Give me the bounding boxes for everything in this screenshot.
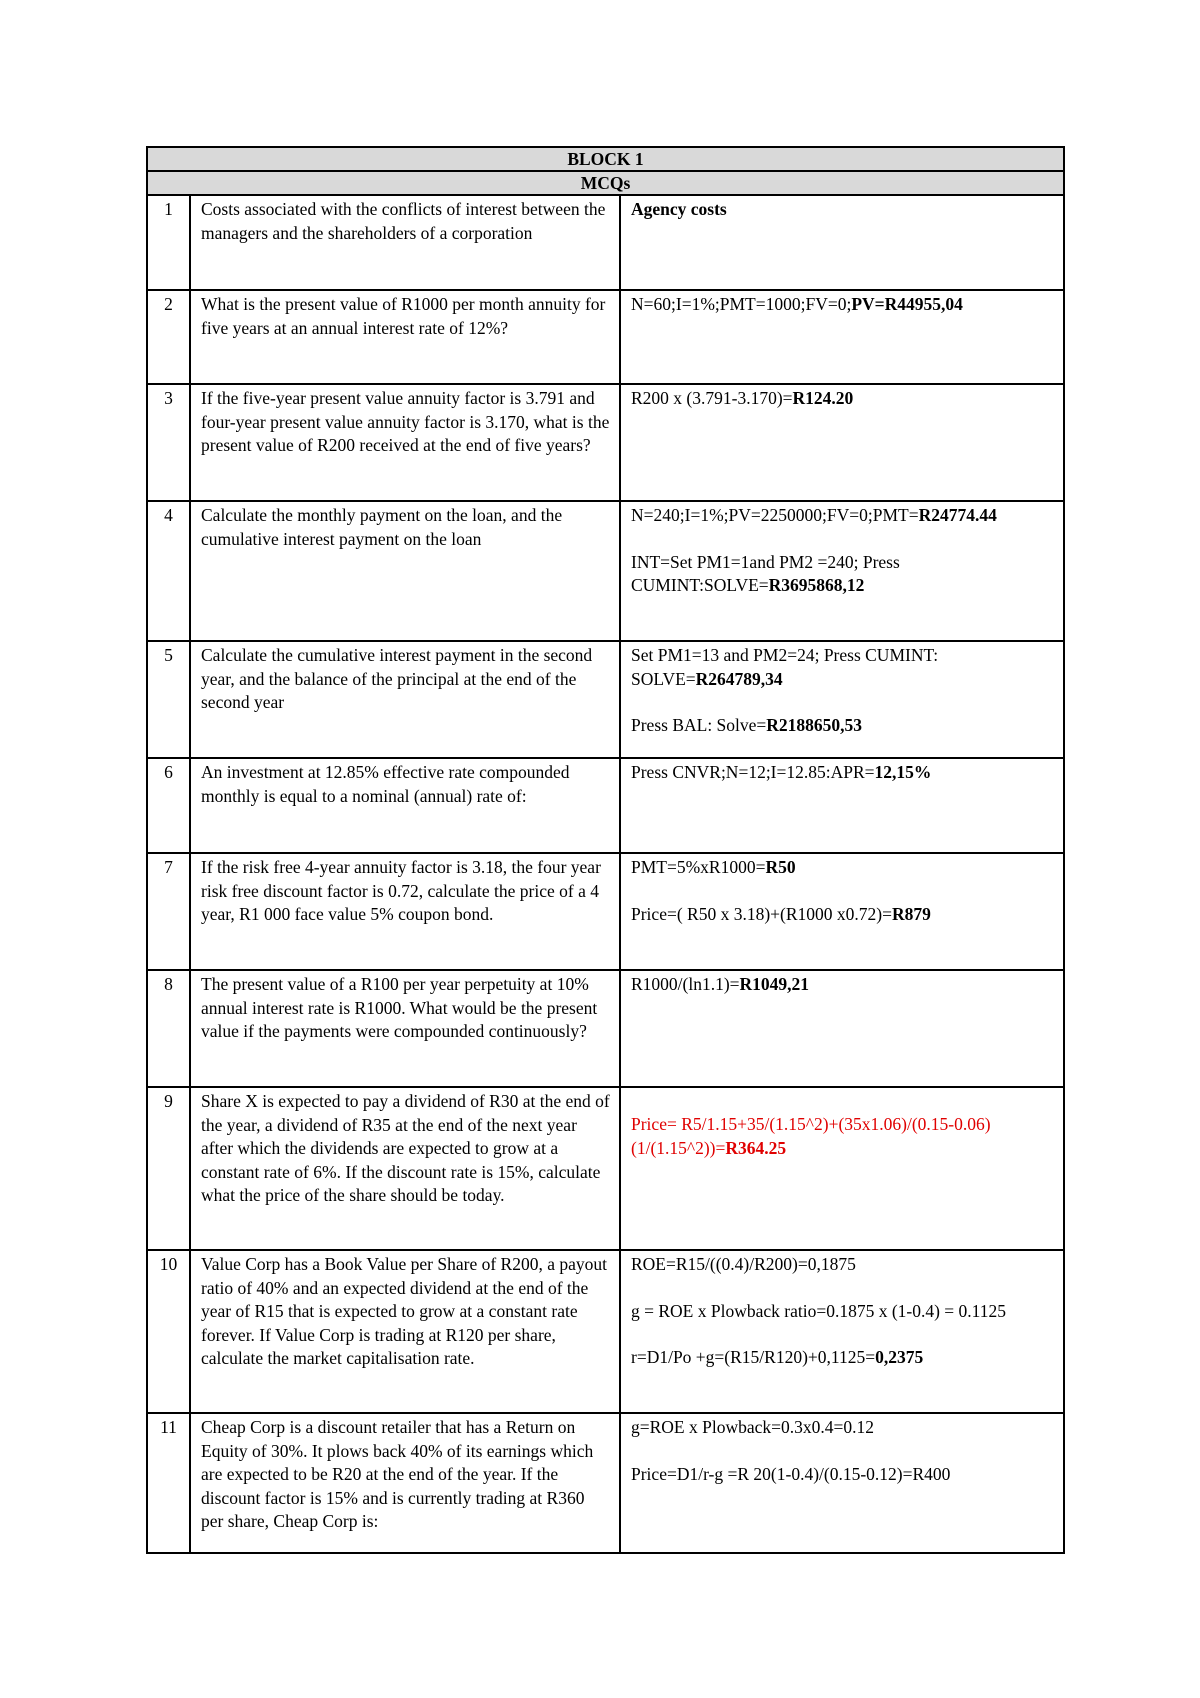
answer-cell <box>620 1413 1064 1553</box>
table-row <box>147 290 1064 384</box>
answer-cell <box>620 970 1064 1087</box>
answer-line <box>631 644 1055 691</box>
question-number: 10 <box>147 1250 190 1413</box>
header-row <box>147 147 1064 171</box>
question-number: 3 <box>147 384 190 501</box>
section-title: MCQs <box>147 171 1064 195</box>
question-text: Calculate the cumulative interest payment in the second year, and the balance of the principal at the end of the second year <box>190 641 620 758</box>
question-number: 1 <box>147 195 190 290</box>
answer-bold: PV=R44955,04 <box>851 294 963 314</box>
answer-text: R200 x (3.791-3.170)= <box>631 388 793 408</box>
table-row <box>147 1250 1064 1413</box>
answer-cell <box>620 290 1064 384</box>
answer-line: g = ROE x Plowback ratio=0.1875 x (1-0.4) = 0.1125 <box>631 1300 1007 1321</box>
question-text: Calculate the monthly payment on the loan, and the cumulative interest payment on the loan <box>190 501 620 641</box>
answer-bold: 0,2375 <box>875 1347 924 1367</box>
table-row <box>147 758 1064 853</box>
header-row <box>147 171 1064 195</box>
question-number: 5 <box>147 641 190 758</box>
answer-line: ROE=R15/((0.4)/R200)=0,1875 <box>631 1254 856 1274</box>
answer-bold: R3695868,12 <box>768 575 865 595</box>
question-text: Value Corp has a Book Value per Share of R200, a payout ratio of 40% and an expected dividend at the end of the year of R15 that is expected to grow at a constant rate forever. If Value Corp is trading at R120 per share, calculate the market capitalisation rate. <box>190 1250 620 1413</box>
answer-text-red: Price= R5/1.15+35/(1.15^2)+(35x1.06)/(0.15-0.06)(1/(1.15^2))= <box>631 1114 991 1158</box>
answer-line <box>631 856 1055 880</box>
question-number: 9 <box>147 1087 190 1250</box>
question-text: Costs associated with the conflicts of interest between the managers and the shareholders of a corporation <box>190 195 620 290</box>
answer-bold: Agency costs <box>631 199 727 219</box>
table-row <box>147 853 1064 970</box>
answer-text: R1000/(ln1.1)= <box>631 974 740 994</box>
answer-bold: R124.20 <box>792 388 854 408</box>
answer-cell <box>620 501 1064 641</box>
answer-text: Press CNVR;N=12;I=12.85:APR= <box>631 762 875 782</box>
answer-text: Price=( R50 x 3.18)+(R1000 x0.72)= <box>631 903 892 924</box>
table-row <box>147 384 1064 501</box>
answer-cell <box>620 853 1064 970</box>
answer-cell <box>620 1250 1064 1413</box>
question-number: 8 <box>147 970 190 1087</box>
answer-bold: R879 <box>891 903 931 924</box>
answer-text: N=60;I=1%;PMT=1000;FV=0; <box>631 294 852 314</box>
answer-text: N=240;I=1%;PV=2250000;FV=0;PMT= <box>631 505 919 525</box>
answer-bold: R2188650,53 <box>766 715 863 735</box>
answer-cell <box>620 384 1064 501</box>
block-title: BLOCK 1 <box>147 147 1064 171</box>
question-text: Share X is expected to pay a dividend of R30 at the end of the year, a dividend of R35 at the end of the next year after which the dividends are expected to grow at a constant rate of 6%. If the discount rate is 15%, calculate what the price of the share should be today. <box>190 1087 620 1250</box>
table-row <box>147 1087 1064 1250</box>
question-number: 11 <box>147 1413 190 1553</box>
answer-bold: R50 <box>765 857 796 877</box>
answer-bold: R24774.44 <box>918 505 997 525</box>
question-number: 2 <box>147 290 190 384</box>
answer-bold-red: R364.25 <box>725 1137 787 1158</box>
answer-line: g=ROE x Plowback=0.3x0.4=0.12 <box>631 1417 875 1437</box>
answer-line <box>631 714 1055 738</box>
table-row <box>147 970 1064 1087</box>
answer-cell <box>620 1087 1064 1250</box>
answer-text: Set PM1=13 and PM2=24; Press CUMINT: SOLVE= <box>631 645 939 689</box>
question-text: The present value of a R100 per year perpetuity at 10% annual interest rate is R1000. What would be the present value if the payments were compounded continuously? <box>190 970 620 1087</box>
answer-text: r=D1/Po +g=(R15/R120)+0,1125= <box>631 1347 876 1367</box>
answer-cell <box>620 641 1064 758</box>
answer-text: INT=Set PM1=1and PM2 =240; Press CUMINT:SOLVE= <box>631 551 900 595</box>
answer-bold: R264789,34 <box>695 668 783 689</box>
table-row <box>147 501 1064 641</box>
answer-cell <box>620 758 1064 853</box>
answer-cell <box>620 195 1064 290</box>
question-number: 7 <box>147 853 190 970</box>
question-number: 4 <box>147 501 190 641</box>
answer-bold: R1049,21 <box>739 974 810 994</box>
answer-text: Press BAL: Solve= <box>631 715 767 735</box>
answer-line <box>631 551 1055 598</box>
mcq-table <box>146 146 1065 1554</box>
question-text: If the risk free 4-year annuity factor is 3.18, the four year risk free discount factor is 0.72, calculate the price of a 4 year, R1 000 face value 5% coupon bond. <box>190 853 620 970</box>
question-number: 6 <box>147 758 190 853</box>
answer-line: Price=D1/r-g =R 20(1-0.4)/(0.15-0.12)=R400 <box>631 1463 951 1484</box>
table-row <box>147 641 1064 758</box>
question-text: What is the present value of R1000 per month annuity for five years at an annual interest rate of 12%? <box>190 290 620 384</box>
question-text: An investment at 12.85% effective rate compounded monthly is equal to a nominal (annual) rate of: <box>190 758 620 853</box>
answer-line <box>631 1346 1055 1370</box>
answer-line <box>631 504 1055 528</box>
table-row <box>147 1413 1064 1553</box>
question-text: If the five-year present value annuity factor is 3.791 and four-year present value annuity factor is 3.170, what is the present value of R200 received at the end of five years? <box>190 384 620 501</box>
answer-bold: 12,15% <box>874 762 932 782</box>
question-text: Cheap Corp is a discount retailer that has a Return on Equity of 30%. It plows back 40% of its earnings which are expected to be R20 at the end of the year. If the discount factor is 15% and is currently trading at R360 per share, Cheap Corp is: <box>190 1413 620 1553</box>
answer-text: PMT=5%xR1000= <box>631 857 766 877</box>
answer-line <box>631 903 1055 927</box>
table-row <box>147 195 1064 290</box>
